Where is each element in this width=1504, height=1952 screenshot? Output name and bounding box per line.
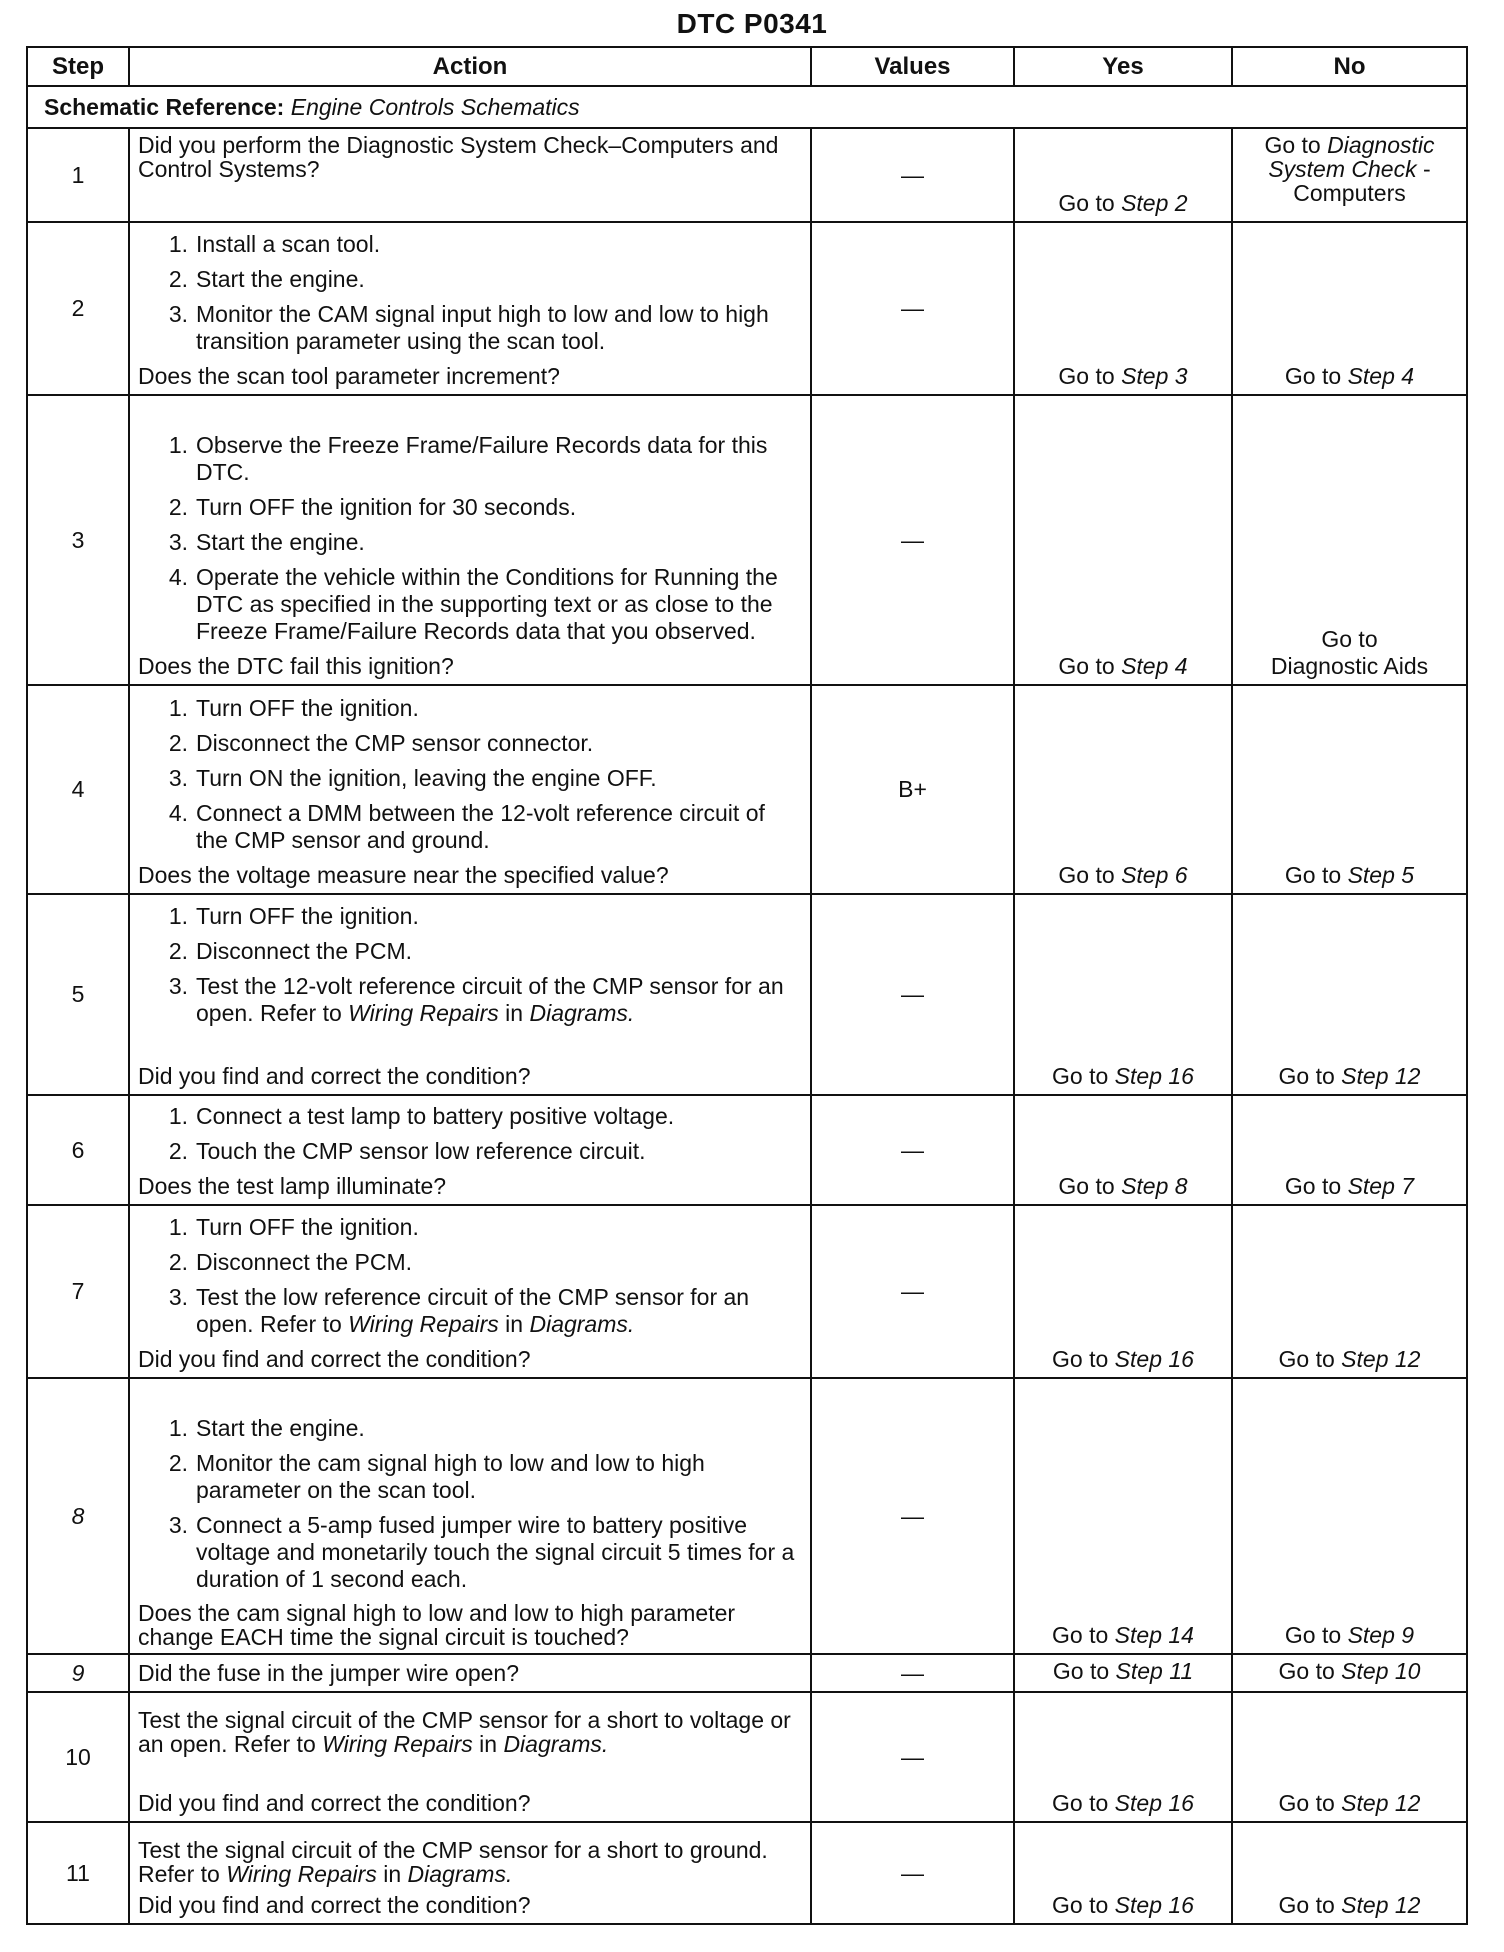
values-cell: — xyxy=(811,222,1014,395)
action-question: Does the DTC fail this ignition? xyxy=(138,653,454,679)
list-item: 4. Operate the vehicle within the Conditions for Running the DTC as specified in the supporting text or as close to the Freeze Frame/Failure Records data that you observed. xyxy=(168,564,778,644)
yes-step: Step 4 xyxy=(1121,653,1188,679)
action-question: Did you find and correct the condition? xyxy=(138,1346,531,1372)
yes-step: Step 2 xyxy=(1121,190,1188,216)
yes-cell: Go to Step 8 xyxy=(1014,1095,1232,1205)
action-steps xyxy=(138,903,800,1027)
header-action: Action xyxy=(129,47,811,86)
no-prefix: Go to xyxy=(1264,132,1321,158)
action-text: Did the fuse in the jumper wire open? xyxy=(138,1659,519,1686)
step-number: 5 xyxy=(27,894,129,1095)
table-row xyxy=(27,1095,1467,1205)
list-item: 2. Touch the CMP sensor low reference circuit. xyxy=(168,1138,646,1164)
yes-step: Step 14 xyxy=(1114,1622,1194,1648)
no-link: Diagnostic Aids xyxy=(1270,653,1429,679)
values-cell: — xyxy=(811,1822,1014,1924)
no-step: Step 12 xyxy=(1341,1063,1421,1089)
yes-cell: Go to Step 16 xyxy=(1014,1822,1232,1924)
values-cell: B+ xyxy=(811,685,1014,894)
action-cell xyxy=(129,395,811,685)
action-cell xyxy=(129,222,811,395)
list-item: 3. Connect a 5-amp fused jumper wire to battery positive voltage and monetarily touch the signal circuit 5 times for a duration of 1 second each. xyxy=(168,1512,795,1592)
list-item: 3. Turn ON the ignition, leaving the engine OFF. xyxy=(168,765,657,791)
table-row xyxy=(27,1822,1467,1924)
action-question: Did you find and correct the condition? xyxy=(138,1063,531,1089)
yes-step: Step 6 xyxy=(1121,862,1188,888)
no-cell: Go to Step 10 xyxy=(1232,1654,1467,1692)
list-item: 1. Observe the Freeze Frame/Failure Records data for this DTC. xyxy=(168,432,768,485)
list-item: 2. Disconnect the CMP sensor connector. xyxy=(168,730,594,756)
list-item: 1. Turn OFF the ignition. xyxy=(168,903,419,929)
step-number: 11 xyxy=(27,1822,129,1924)
yes-cell: Go to Step 6 xyxy=(1014,685,1232,894)
no-cell: Go to Step 12 xyxy=(1232,894,1467,1095)
action-cell xyxy=(129,1654,811,1692)
list-item: 2. Start the engine. xyxy=(168,266,365,292)
no-cell: Go to Step 12 xyxy=(1232,1822,1467,1924)
action-steps xyxy=(138,1415,800,1593)
list-item: 3. Monitor the CAM signal input high to low and low to high transition parameter using the scan tool. xyxy=(168,301,769,354)
no-link-dash: - xyxy=(1422,156,1431,182)
values-cell: — xyxy=(811,395,1014,685)
page-title: DTC P0341 xyxy=(676,8,828,39)
no-step: Step 12 xyxy=(1341,1790,1421,1816)
action-text: Did you perform the Diagnostic System Check–Computers and Control Systems? xyxy=(138,132,779,182)
header-yes: Yes xyxy=(1014,47,1232,86)
list-item: 3. Test the 12-volt reference circuit of the CMP sensor for an open. Refer to Wiring Repairs in Diagrams. xyxy=(168,973,784,1026)
no-step: Step 7 xyxy=(1347,1173,1415,1199)
action-steps xyxy=(138,231,800,355)
action-text: Test the signal circuit of the CMP sensor for a short to voltage or an open. Refer to Wiring Repairs in Diagrams. xyxy=(138,1707,791,1757)
table-row xyxy=(27,894,1467,1095)
schematic-label: Schematic Reference: xyxy=(44,93,285,120)
action-steps xyxy=(138,432,800,645)
header-step: Step xyxy=(27,47,129,86)
yes-step: Step 16 xyxy=(1114,1892,1194,1918)
no-cell xyxy=(1232,128,1467,222)
action-cell xyxy=(129,1095,811,1205)
action-steps xyxy=(138,695,800,854)
step-number: 7 xyxy=(27,1205,129,1378)
no-cell: Go to Step 4 xyxy=(1232,222,1467,395)
no-cell: Go to Step 9 xyxy=(1232,1378,1467,1654)
action-cell xyxy=(129,128,811,222)
values-cell: — xyxy=(811,1095,1014,1205)
action-question: Did you find and correct the condition? xyxy=(138,1892,531,1918)
header-values: Values xyxy=(811,47,1014,86)
values-cell: — xyxy=(811,128,1014,222)
yes-cell: Go to Step 16 xyxy=(1014,894,1232,1095)
step-number: 8 xyxy=(27,1378,129,1654)
no-cell: Go to Diagnostic Aids xyxy=(1232,395,1467,685)
action-cell xyxy=(129,685,811,894)
no-cell: Go to Step 12 xyxy=(1232,1205,1467,1378)
no-step: Step 12 xyxy=(1341,1892,1421,1918)
yes-cell: Go to Step 16 xyxy=(1014,1205,1232,1378)
step-number: 1 xyxy=(27,128,129,222)
list-item: 2. Disconnect the PCM. xyxy=(168,1249,413,1275)
yes-cell: Go to Step 4 xyxy=(1014,395,1232,685)
no-link-1: Diagnostic xyxy=(1327,132,1435,158)
schematic-row xyxy=(27,86,1467,128)
step-number: 2 xyxy=(27,222,129,395)
yes-cell: Go to Step 11 xyxy=(1014,1654,1232,1692)
yes-cell: Go to Step 14 xyxy=(1014,1378,1232,1654)
list-item: 3. Test the low reference circuit of the CMP sensor for an open. Refer to Wiring Repairs in Diagrams. xyxy=(168,1284,750,1337)
action-steps xyxy=(138,1103,800,1165)
yes-step: Step 3 xyxy=(1121,363,1188,389)
table-row xyxy=(27,128,1467,222)
yes-cell: Go to Step 3 xyxy=(1014,222,1232,395)
yes-step: Step 16 xyxy=(1114,1790,1194,1816)
action-question: Did you find and correct the condition? xyxy=(138,1790,531,1816)
yes-cell xyxy=(1014,128,1232,222)
action-question: Does the voltage measure near the specified value? xyxy=(138,862,669,888)
list-item: 2. Disconnect the PCM. xyxy=(168,938,413,964)
header-row xyxy=(27,47,1467,86)
action-cell xyxy=(129,1692,811,1822)
no-step: Step 9 xyxy=(1347,1622,1415,1648)
no-cell: Go to Step 12 xyxy=(1232,1692,1467,1822)
yes-step: Step 16 xyxy=(1114,1346,1194,1372)
action-question: Does the scan tool parameter increment? xyxy=(138,363,560,389)
values-cell: — xyxy=(811,1692,1014,1822)
yes-step: Step 16 xyxy=(1114,1063,1194,1089)
schematic-value: Engine Controls Schematics xyxy=(290,93,580,120)
action-question: Does the test lamp illuminate? xyxy=(138,1173,447,1199)
values-cell: — xyxy=(811,1205,1014,1378)
table-row xyxy=(27,1205,1467,1378)
action-cell xyxy=(129,1378,811,1654)
yes-step: Step 8 xyxy=(1121,1173,1188,1199)
no-link-2: System Check xyxy=(1268,156,1417,182)
list-item: 4. Connect a DMM between the 12-volt reference circuit of the CMP sensor and ground. xyxy=(168,800,765,853)
table-row xyxy=(27,1692,1467,1822)
schematic-reference xyxy=(27,86,1467,128)
step-number: 9 xyxy=(27,1654,129,1692)
no-step: Step 12 xyxy=(1341,1346,1421,1372)
list-item: 3. Start the engine. xyxy=(168,529,365,555)
list-item: 2. Monitor the cam signal high to low and low to high parameter on the scan tool. xyxy=(168,1450,705,1503)
list-item: 2. Turn OFF the ignition for 30 seconds. xyxy=(168,494,577,520)
action-cell xyxy=(129,894,811,1095)
action-steps xyxy=(138,1214,800,1338)
list-item: 1. Turn OFF the ignition. xyxy=(168,695,419,721)
table-row xyxy=(27,222,1467,395)
list-item: 1. Connect a test lamp to battery positive voltage. xyxy=(168,1103,675,1129)
table-row xyxy=(27,1654,1467,1692)
yes-cell: Go to Step 16 xyxy=(1014,1692,1232,1822)
action-cell xyxy=(129,1822,811,1924)
no-step: Step 5 xyxy=(1347,862,1415,888)
step-number: 3 xyxy=(27,395,129,685)
list-item: 1. Start the engine. xyxy=(168,1415,365,1441)
step-number: 4 xyxy=(27,685,129,894)
action-question: Does the cam signal high to low and low to high parameter change EACH time the signal circuit is touched? xyxy=(138,1600,736,1650)
step-number: 6 xyxy=(27,1095,129,1205)
list-item: 1. Install a scan tool. xyxy=(168,231,381,257)
no-cell: Go to Step 7 xyxy=(1232,1095,1467,1205)
action-text: Test the signal circuit of the CMP sensor for a short to ground. Refer to Wiring Repairs in Diagrams. xyxy=(138,1837,768,1887)
values-cell: — xyxy=(811,1378,1014,1654)
values-cell: — xyxy=(811,894,1014,1095)
no-link-3: Computers xyxy=(1293,180,1406,206)
no-step: Step 4 xyxy=(1347,363,1415,389)
action-cell xyxy=(129,1205,811,1378)
list-item: 1. Turn OFF the ignition. xyxy=(168,1214,419,1240)
table-row xyxy=(27,1378,1467,1654)
table-row xyxy=(27,685,1467,894)
no-step: Step 10 xyxy=(1341,1657,1421,1684)
values-cell: — xyxy=(811,1654,1014,1692)
no-cell: Go to Step 5 xyxy=(1232,685,1467,894)
header-no: No xyxy=(1232,47,1467,86)
table-row xyxy=(27,395,1467,685)
step-number: 10 xyxy=(27,1692,129,1822)
yes-step: Step 11 xyxy=(1115,1657,1194,1684)
dtc-table xyxy=(26,46,1468,1925)
yes-prefix: Go to xyxy=(1058,190,1115,216)
